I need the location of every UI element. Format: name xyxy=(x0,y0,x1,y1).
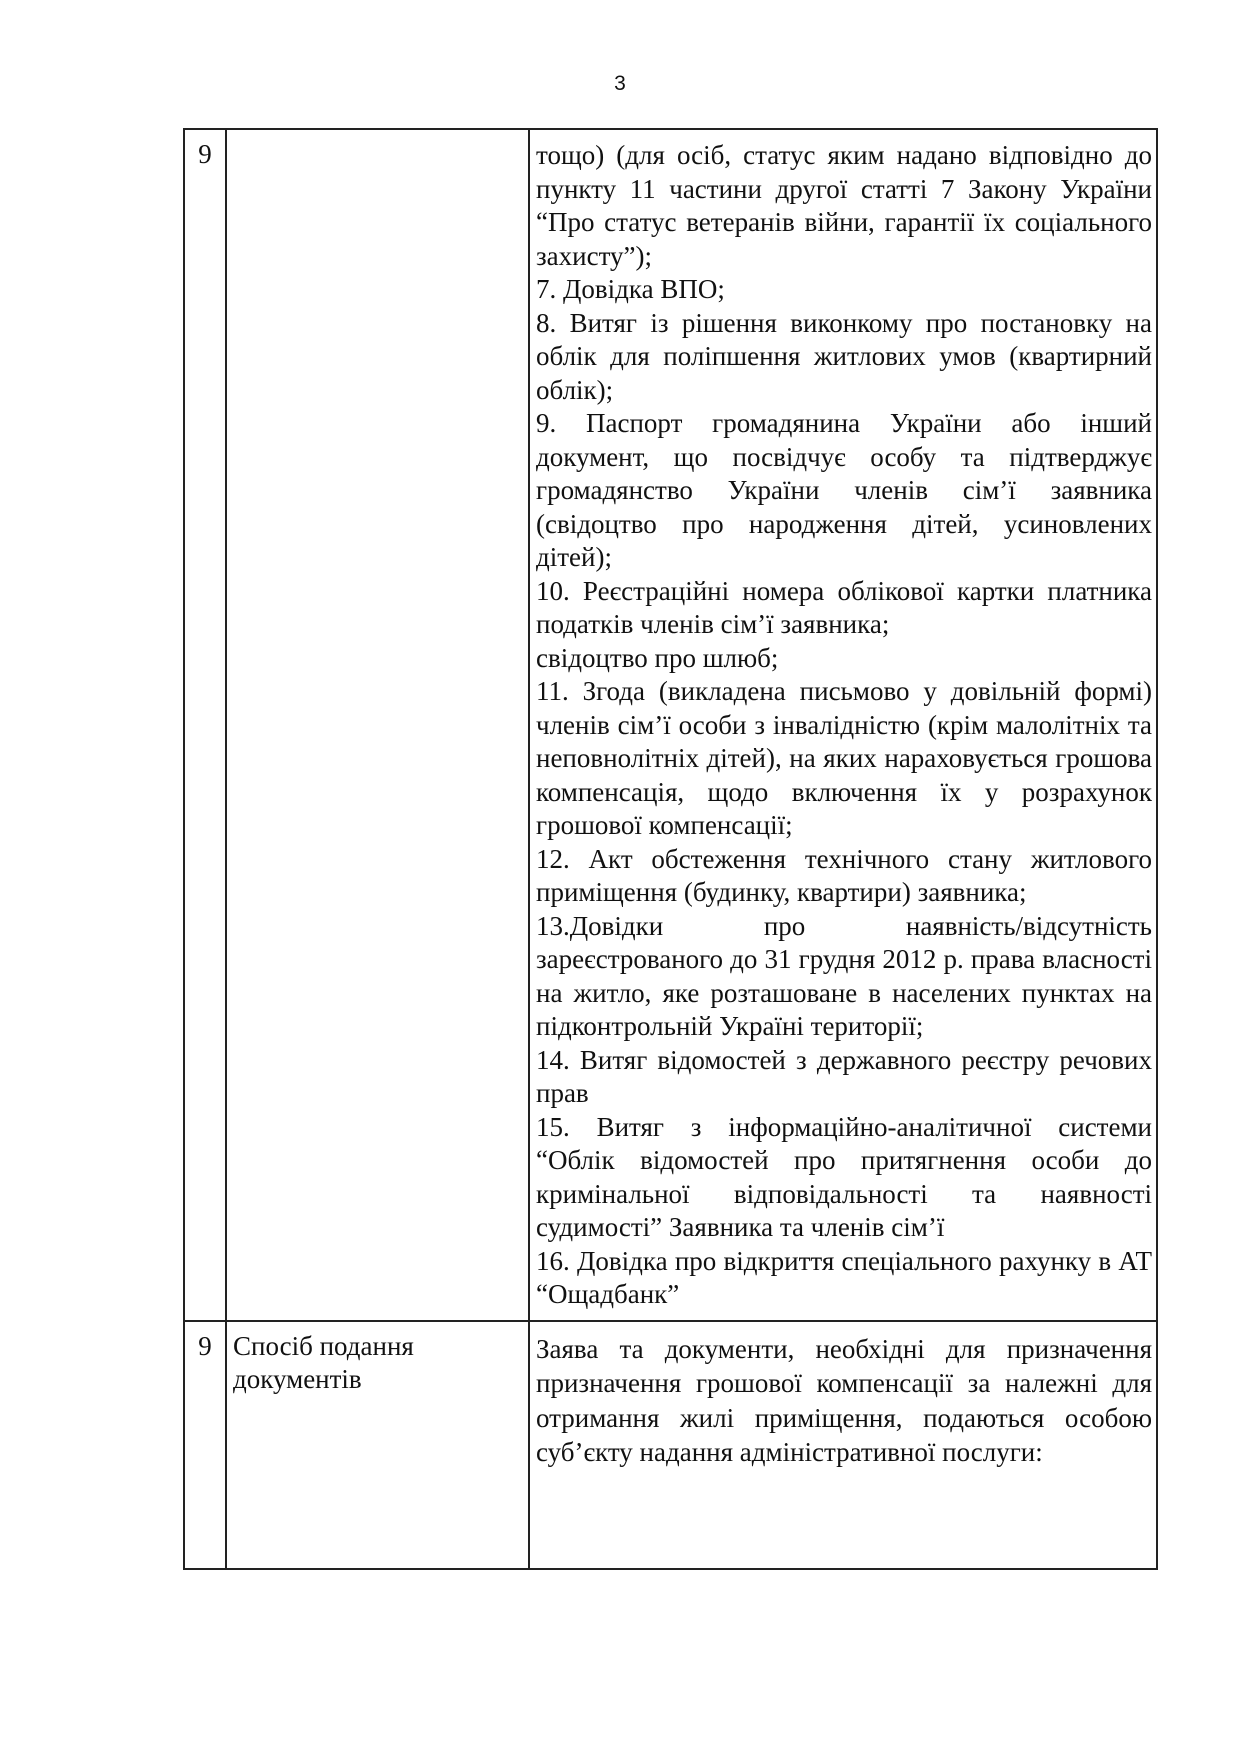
content-paragraph: 13.Довідки про наявність/відсутність зареєстрованого до 31 грудня 2012 р. права власності на житло, яке розташоване в населених пунктах на підконтрольній Україні території; xyxy=(536,910,1152,1041)
row-name-cell: Спосіб подання документів xyxy=(226,1321,529,1569)
content-paragraph: 12. Акт обстеження технічного стану житлового приміщення (будинку, квартири) заявника; xyxy=(536,843,1152,907)
content-paragraph: 14. Витяг відомостей з державного реєстру речових прав xyxy=(536,1044,1152,1108)
content-paragraph: свідоцтво про шлюб; xyxy=(536,642,779,673)
table-row xyxy=(184,1321,1157,1569)
content-paragraph: 16. Довідка про відкриття спеціального рахунку в АТ “Ощадбанк” xyxy=(536,1245,1152,1309)
content-paragraph: 11. Згода (викладена письмово у довільній формі) членів сім’ї особи з інвалідністю (крім малолітніх та неповнолітніх дітей), на яких нараховується грошова компенсація, щодо включення їх у розрахунок грошової компенсації; xyxy=(536,676,1152,840)
content-paragraph: тощо) (для осіб, статус яким надано відповідно до пункту 11 частини другої статті 7 Закону України “Про статус ветеранів війни, гарантії їх соціального захисту”); xyxy=(536,140,1152,271)
content-paragraph: 10. Реєстраційні номера облікової картки платника податків членів сім’ї заявника; xyxy=(536,575,1152,639)
row-number-cell: 9 xyxy=(184,1321,226,1569)
content-paragraph: 9. Паспорт громадянина України або інший документ, що посвідчує особу та підтверджує громадянство України членів сім’ї заявника (свідоцтво про народження дітей, усиновлених дітей); xyxy=(536,408,1152,572)
content-paragraph: Заява та документи, необхідні для призначення призначення грошової компенсації за належні для отримання жилі приміщення, подаються особою суб’єкту надання адміністративної послуги: xyxy=(536,1333,1152,1467)
content-paragraph: 7. Довідка ВПО; xyxy=(536,274,725,304)
services-table xyxy=(183,128,1158,1570)
table-row xyxy=(184,129,1157,1321)
page-number: 3 xyxy=(614,72,626,95)
row-content-cell xyxy=(529,1321,1157,1569)
row-content-cell xyxy=(529,129,1157,1321)
content-paragraph: 15. Витяг з інформаційно-аналітичної системи “Облік відомостей про притягнення особи до кримінальної відповідальності та наявності судимості” Заявника та членів сім’ї xyxy=(536,1111,1152,1242)
row-number-cell: 9 xyxy=(184,129,226,1321)
content-paragraph: 8. Витяг із рішення виконкому про постановку на облік для поліпшення житлових умов (квартирний облік); xyxy=(536,307,1152,405)
row-name-cell xyxy=(226,129,529,1321)
